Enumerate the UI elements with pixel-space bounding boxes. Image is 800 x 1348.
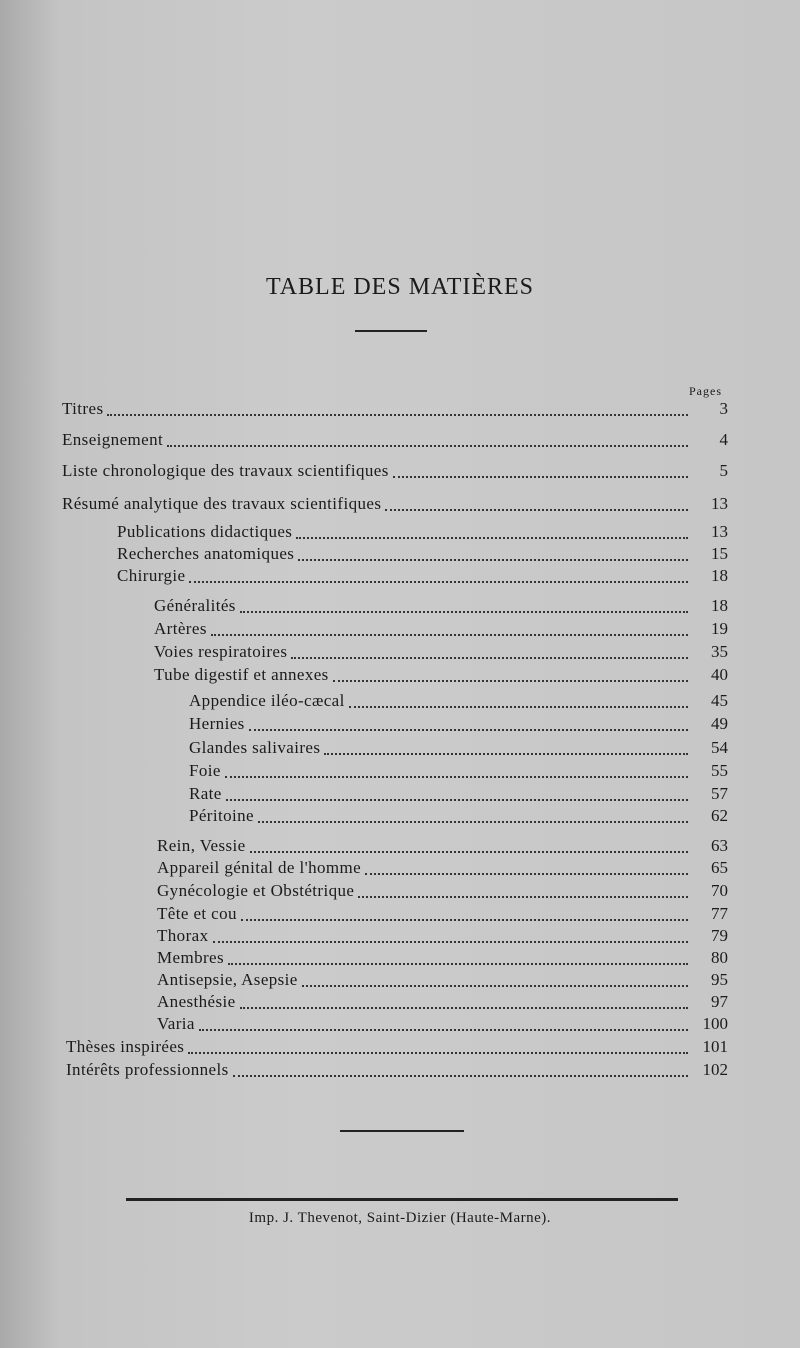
toc-leader-dots (189, 581, 688, 583)
toc-leader-dots (188, 1052, 688, 1054)
toc-entry (157, 858, 728, 880)
toc-entry-page: 77 (711, 904, 728, 923)
toc-entry-label: Tête et cou (157, 904, 237, 923)
toc-entry-label: Thorax (157, 926, 209, 945)
toc-leader-dots (225, 776, 688, 778)
imprint-rule (126, 1198, 678, 1201)
toc-entry-label: Anesthésie (157, 992, 236, 1011)
toc-entry (189, 691, 728, 713)
toc-leader-dots (291, 657, 688, 659)
toc-entry-label: Artères (154, 619, 207, 638)
pages-column-header: Pages (689, 384, 722, 398)
toc-entry (189, 714, 728, 736)
toc-entry (154, 619, 728, 641)
toc-leader-dots (365, 873, 688, 875)
toc-entry (154, 596, 728, 618)
toc-entry-page: 57 (711, 784, 728, 803)
toc-entry-label: Recherches anatomiques (117, 544, 295, 563)
toc-entry (157, 836, 728, 858)
toc-entry-page: 79 (711, 926, 728, 945)
toc-entry (62, 494, 728, 516)
toc-entry-label: Résumé analytique des travaux scientifiques (62, 494, 382, 513)
toc-entry (62, 430, 728, 452)
toc-entry (189, 784, 728, 806)
toc-entry (117, 522, 728, 544)
section-rule (340, 1130, 464, 1132)
toc-entry-page: 101 (702, 1037, 728, 1056)
toc-entry-page: 63 (711, 836, 728, 855)
toc-entry (66, 1060, 728, 1082)
toc-leader-dots (241, 919, 688, 921)
toc-leader-dots (358, 896, 688, 898)
toc-entry (62, 461, 728, 483)
toc-entry-label: Tube digestif et annexes (154, 665, 329, 684)
toc-entry-page: 97 (711, 992, 728, 1011)
toc-leader-dots (393, 476, 688, 478)
toc-entry-label: Foie (189, 761, 221, 780)
toc-entry-page: 65 (711, 858, 728, 877)
toc-leader-dots (249, 729, 688, 731)
toc-leader-dots (385, 509, 688, 511)
toc-leader-dots (258, 821, 688, 823)
toc-entry (66, 1037, 728, 1059)
toc-entry-label: Varia (157, 1014, 195, 1033)
toc-entry (117, 544, 728, 566)
toc-entry-label: Appareil génital de l'homme (157, 858, 362, 877)
toc-entry-page: 55 (711, 761, 728, 780)
toc-entry-label: Rein, Vessie (157, 836, 246, 855)
toc-leader-dots (240, 611, 688, 613)
toc-entry-page: 45 (711, 691, 728, 710)
toc-entry-label: Thèses inspirées (66, 1037, 185, 1056)
toc-entry-page: 18 (711, 596, 728, 615)
toc-entry-page: 62 (711, 806, 728, 825)
toc-leader-dots (226, 799, 688, 801)
toc-entry-label: Intérêts professionnels (66, 1060, 229, 1079)
toc-entry (189, 738, 728, 760)
toc-entry-label: Gynécologie et Obstétrique (157, 881, 355, 900)
toc-entry (189, 761, 728, 783)
toc-entry-label: Appendice iléo-cæcal (189, 691, 345, 710)
toc-entry-page: 13 (711, 494, 728, 513)
title-rule (355, 330, 427, 332)
toc-entry (157, 904, 728, 926)
toc-entry-page: 5 (719, 461, 728, 480)
toc-entry-label: Péritoine (189, 806, 254, 825)
toc-leader-dots (333, 680, 688, 682)
toc-entry-label: Publications didactiques (117, 522, 293, 541)
toc-entry-label: Hernies (189, 714, 245, 733)
toc-entry-page: 54 (711, 738, 728, 757)
toc-entry-page: 13 (711, 522, 728, 541)
toc-leader-dots (349, 706, 688, 708)
toc-entry (157, 1014, 728, 1036)
toc-entry-label: Enseignement (62, 430, 164, 449)
toc-entry-page: 19 (711, 619, 728, 638)
page-title: TABLE DES MATIÈRES (265, 274, 535, 300)
toc-entry-page: 4 (719, 430, 728, 449)
toc-leader-dots (296, 537, 688, 539)
imprint-line: Imp. J. Thevenot, Saint-Dizier (Haute-Marne). (248, 1210, 552, 1226)
toc-entry (154, 665, 728, 687)
toc-entry-label: Membres (157, 948, 225, 967)
toc-entry-label: Titres (62, 399, 104, 418)
toc-entry-page: 70 (711, 881, 728, 900)
toc-leader-dots (298, 559, 688, 561)
toc-entry (62, 399, 728, 421)
toc-entry-label: Voies respiratoires (154, 642, 288, 661)
toc-entry-page: 80 (711, 948, 728, 967)
toc-entry-page: 18 (711, 566, 728, 585)
toc-entry (189, 806, 728, 828)
toc-entry-label: Rate (189, 784, 222, 803)
toc-entry-page: 15 (711, 544, 728, 563)
toc-entry-label: Généralités (154, 596, 236, 615)
toc-entry-page: 100 (702, 1014, 728, 1033)
toc-entry-page: 40 (711, 665, 728, 684)
toc-leader-dots (211, 634, 688, 636)
toc-entry-label: Liste chronologique des travaux scientifiques (62, 461, 389, 480)
toc-leader-dots (167, 445, 688, 447)
toc-entry (157, 948, 728, 970)
toc-leader-dots (233, 1075, 688, 1077)
toc-entry-label: Antisepsie, Asepsie (157, 970, 298, 989)
toc-entry (157, 970, 728, 992)
toc-entry (157, 992, 728, 1014)
toc-entry (117, 566, 728, 588)
toc-entry-page: 35 (711, 642, 728, 661)
toc-entry-page: 95 (711, 970, 728, 989)
toc-entry-page: 49 (711, 714, 728, 733)
toc-leader-dots (107, 414, 688, 416)
toc-entry-label: Glandes salivaires (189, 738, 321, 757)
toc-entry-page: 3 (719, 399, 728, 418)
toc-entry (157, 881, 728, 903)
toc-leader-dots (213, 941, 689, 943)
toc-leader-dots (302, 985, 688, 987)
toc-entry-page: 102 (702, 1060, 728, 1079)
toc-leader-dots (324, 753, 688, 755)
toc-leader-dots (250, 851, 688, 853)
toc-entry (157, 926, 728, 948)
toc-leader-dots (240, 1007, 688, 1009)
toc-leader-dots (199, 1029, 688, 1031)
toc-leader-dots (228, 963, 688, 965)
toc-entry (154, 642, 728, 664)
toc-entry-label: Chirurgie (117, 566, 186, 585)
